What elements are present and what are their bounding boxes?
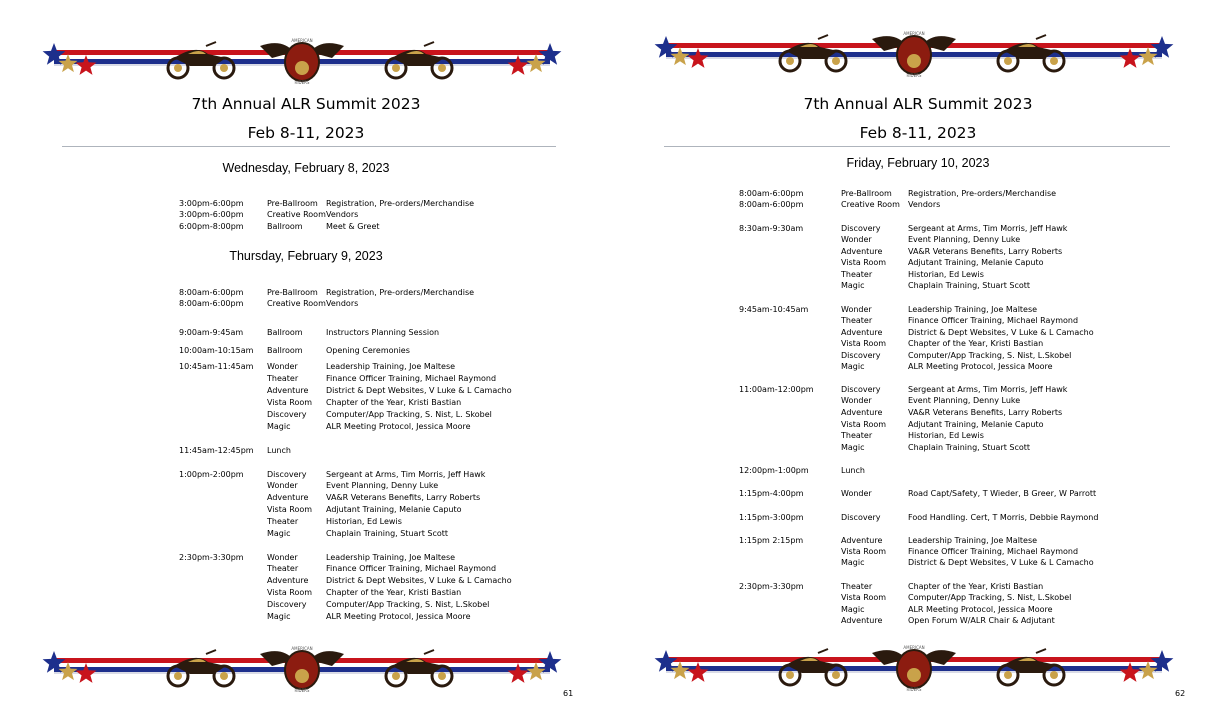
session-description: Sergeant at Arms, Tim Morris, Jeff Hawk xyxy=(908,224,1068,233)
session-description: Sergeant at Arms, Tim Morris, Jeff Hawk xyxy=(908,385,1068,394)
session-time: 10:00am-10:15am xyxy=(179,346,254,355)
session-description: Chaplain Training, Stuart Scott xyxy=(908,443,1031,452)
session-room: Discovery xyxy=(841,351,881,360)
title-divider xyxy=(664,146,1170,147)
session-description: Finance Officer Training, Michael Raymond xyxy=(908,316,1079,325)
session-description: District & Dept Websites, V Luke & L Camacho xyxy=(326,386,512,395)
session-room: Vista Room xyxy=(267,505,313,514)
session-room: Adventure xyxy=(267,493,309,502)
session-room: Lunch xyxy=(841,466,865,475)
session-room: Ballroom xyxy=(267,346,303,355)
session-room: Magic xyxy=(841,362,865,371)
session-description: District & Dept Websites, V Luke & L Camacho xyxy=(908,328,1094,337)
session-description: Historian, Ed Lewis xyxy=(908,270,984,279)
session-room: Wonder xyxy=(267,553,298,562)
session-time: 1:15pm-3:00pm xyxy=(739,513,804,522)
session-room: Wonder xyxy=(267,362,298,371)
svg-text:AMERICAN: AMERICAN xyxy=(291,38,313,43)
session-description: Finance Officer Training, Michael Raymond xyxy=(908,547,1079,556)
session-description: Chapter of the Year, Kristi Bastian xyxy=(908,339,1044,348)
session-description: District & Dept Websites, V Luke & L Camacho xyxy=(326,576,512,585)
session-room: Discovery xyxy=(267,600,307,609)
day-heading: Thursday, February 9, 2023 xyxy=(229,249,383,263)
session-time: 8:00am-6:00pm xyxy=(179,299,244,308)
session-description: Food Handling. Cert, T Morris, Debbie Raymond xyxy=(908,513,1099,522)
page-number: 61 xyxy=(563,689,574,698)
session-time: 3:00pm-6:00pm xyxy=(179,199,244,208)
session-description: Chapter of the Year, Kristi Bastian xyxy=(908,582,1044,591)
session-room: Wonder xyxy=(841,396,872,405)
session-time: 10:45am-11:45am xyxy=(179,362,254,371)
session-description: Instructors Planning Session xyxy=(326,328,440,337)
session-room: Vista Room xyxy=(267,588,313,597)
svg-text:RIDERS: RIDERS xyxy=(906,73,922,78)
session-room: Adventure xyxy=(841,328,883,337)
session-time: 2:30pm-3:30pm xyxy=(179,553,244,562)
session-time: 9:00am-9:45am xyxy=(179,328,244,337)
session-description: Vendors xyxy=(326,299,359,308)
session-description: Computer/App Tracking, S. Nist, L.Skobel xyxy=(908,593,1072,602)
session-description: Road Capt/Safety, T Wieder, B Greer, W Parrott xyxy=(908,489,1097,498)
session-room: Adventure xyxy=(841,408,883,417)
session-room: Wonder xyxy=(841,235,872,244)
session-room: Vista Room xyxy=(841,593,887,602)
session-room: Lunch xyxy=(267,446,291,455)
session-time: 1:15pm 2:15pm xyxy=(739,536,804,545)
page-number: 62 xyxy=(1175,689,1186,698)
session-time: 1:00pm-2:00pm xyxy=(179,470,244,479)
session-description: ALR Meeting Protocol, Jessica Moore xyxy=(908,362,1053,371)
session-time: 11:00am-12:00pm xyxy=(739,385,814,394)
session-room: Theater xyxy=(841,270,873,279)
session-room: Pre-Ballroom xyxy=(841,189,892,198)
session-room: Ballroom xyxy=(267,328,303,337)
session-description: Historian, Ed Lewis xyxy=(326,517,402,526)
session-description: Opening Ceremonies xyxy=(326,346,410,355)
session-description: VA&R Veterans Benefits, Larry Roberts xyxy=(908,247,1063,256)
session-room: Adventure xyxy=(841,616,883,625)
session-time: 8:00am-6:00pm xyxy=(739,200,804,209)
session-description: Registration, Pre-orders/Merchandise xyxy=(908,189,1057,198)
session-room: Adventure xyxy=(841,536,883,545)
session-description: ALR Meeting Protocol, Jessica Moore xyxy=(908,605,1053,614)
session-description: ALR Meeting Protocol, Jessica Moore xyxy=(326,612,471,621)
session-room: Magic xyxy=(841,281,865,290)
session-time: 11:45am-12:45pm xyxy=(179,446,254,455)
session-description: Chaplain Training, Stuart Scott xyxy=(326,529,449,538)
session-description: Chapter of the Year, Kristi Bastian xyxy=(326,398,462,407)
session-time: 2:30pm-3:30pm xyxy=(739,582,804,591)
svg-text:RIDERS: RIDERS xyxy=(294,688,310,693)
session-room: Wonder xyxy=(841,305,872,314)
page-62 xyxy=(612,0,1224,718)
document-dates: Feb 8-11, 2023 xyxy=(859,124,977,142)
top-banner xyxy=(40,36,564,86)
session-time: 8:30am-9:30am xyxy=(739,224,804,233)
session-description: Adjutant Training, Melanie Caputo xyxy=(908,420,1044,429)
session-description: Leadership Training, Joe Maltese xyxy=(326,362,456,371)
session-room: Vista Room xyxy=(841,258,887,267)
session-room: Vista Room xyxy=(267,398,313,407)
session-description: VA&R Veterans Benefits, Larry Roberts xyxy=(326,493,481,502)
session-room: Wonder xyxy=(267,481,298,490)
session-description: Adjutant Training, Melanie Caputo xyxy=(908,258,1044,267)
session-description: Vendors xyxy=(326,210,359,219)
session-room: Theater xyxy=(267,517,299,526)
session-description: Historian, Ed Lewis xyxy=(908,431,984,440)
session-room: Magic xyxy=(841,443,865,452)
day-heading: Wednesday, February 8, 2023 xyxy=(222,161,390,175)
session-room: Theater xyxy=(841,582,873,591)
session-time: 9:45am-10:45am xyxy=(739,305,809,314)
session-room: Theater xyxy=(267,374,299,383)
session-description: Leadership Training, Joe Maltese xyxy=(908,536,1038,545)
session-time: 8:00am-6:00pm xyxy=(179,288,244,297)
svg-text:AMERICAN: AMERICAN xyxy=(903,31,925,36)
session-room: Discovery xyxy=(841,385,881,394)
session-description: Finance Officer Training, Michael Raymond xyxy=(326,374,497,383)
day-heading: Friday, February 10, 2023 xyxy=(846,156,990,170)
session-room: Discovery xyxy=(267,410,307,419)
session-room: Theater xyxy=(841,316,873,325)
session-room: Magic xyxy=(841,605,865,614)
session-room: Adventure xyxy=(267,576,309,585)
session-room: Vista Room xyxy=(841,339,887,348)
session-description: Sergeant at Arms, Tim Morris, Jeff Hawk xyxy=(326,470,486,479)
session-room: Discovery xyxy=(841,513,881,522)
session-room: Pre-Ballroom xyxy=(267,288,318,297)
session-time: 12:00pm-1:00pm xyxy=(739,466,809,475)
session-description: Event Planning, Denny Luke xyxy=(908,396,1021,405)
session-room: Vista Room xyxy=(841,547,887,556)
session-description: Vendors xyxy=(908,200,941,209)
session-room: Magic xyxy=(841,558,865,567)
session-description: Meet & Greet xyxy=(326,222,380,231)
document-title: 7th Annual ALR Summit 2023 xyxy=(191,95,421,113)
svg-text:AMERICAN: AMERICAN xyxy=(291,646,313,651)
session-room: Theater xyxy=(841,431,873,440)
title-divider xyxy=(62,146,556,147)
session-description: Finance Officer Training, Michael Raymond xyxy=(326,564,497,573)
session-description: Event Planning, Denny Luke xyxy=(326,481,439,490)
session-description: Event Planning, Denny Luke xyxy=(908,235,1021,244)
session-description: ALR Meeting Protocol, Jessica Moore xyxy=(326,422,471,431)
session-description: Computer/App Tracking, S. Nist, L.Skobel xyxy=(326,600,490,609)
session-description: Leadership Training, Joe Maltese xyxy=(326,553,456,562)
session-room: Magic xyxy=(267,422,291,431)
session-time: 6:00pm-8:00pm xyxy=(179,222,244,231)
session-room: Creative Room xyxy=(267,299,326,308)
session-room: Vista Room xyxy=(841,420,887,429)
svg-text:AMERICAN: AMERICAN xyxy=(903,645,925,650)
session-description: Computer/App Tracking, S. Nist, L. Skobel xyxy=(326,410,492,419)
session-description: Registration, Pre-orders/Merchandise xyxy=(326,199,475,208)
session-description: Registration, Pre-orders/Merchandise xyxy=(326,288,475,297)
session-time: 3:00pm-6:00pm xyxy=(179,210,244,219)
document-title: 7th Annual ALR Summit 2023 xyxy=(803,95,1033,113)
session-description: Adjutant Training, Melanie Caputo xyxy=(326,505,462,514)
session-description: VA&R Veterans Benefits, Larry Roberts xyxy=(908,408,1063,417)
session-room: Discovery xyxy=(267,470,307,479)
session-description: Open Forum W/ALR Chair & Adjutant xyxy=(908,616,1055,625)
session-description: Leadership Training, Joe Maltese xyxy=(908,305,1038,314)
session-room: Ballroom xyxy=(267,222,303,231)
session-room: Adventure xyxy=(267,386,309,395)
session-room: Adventure xyxy=(841,247,883,256)
session-description: District & Dept Websites, V Luke & L Camacho xyxy=(908,558,1094,567)
session-room: Theater xyxy=(267,564,299,573)
top-banner xyxy=(652,29,1176,79)
session-room: Creative Room xyxy=(267,210,326,219)
bottom-banner xyxy=(652,643,1176,693)
session-room: Discovery xyxy=(841,224,881,233)
session-room: Creative Room xyxy=(841,200,900,209)
session-room: Wonder xyxy=(841,489,872,498)
session-description: Chapter of the Year, Kristi Bastian xyxy=(326,588,462,597)
session-room: Magic xyxy=(267,529,291,538)
svg-text:RIDERS: RIDERS xyxy=(906,687,922,692)
document-dates: Feb 8-11, 2023 xyxy=(247,124,365,142)
session-room: Pre-Ballroom xyxy=(267,199,318,208)
bottom-banner xyxy=(40,644,564,694)
session-time: 8:00am-6:00pm xyxy=(739,189,804,198)
session-time: 1:15pm-4:00pm xyxy=(739,489,804,498)
session-room: Magic xyxy=(267,612,291,621)
session-description: Chaplain Training, Stuart Scott xyxy=(908,281,1031,290)
svg-text:RIDERS: RIDERS xyxy=(294,80,310,85)
session-description: Computer/App Tracking, S. Nist, L.Skobel xyxy=(908,351,1072,360)
